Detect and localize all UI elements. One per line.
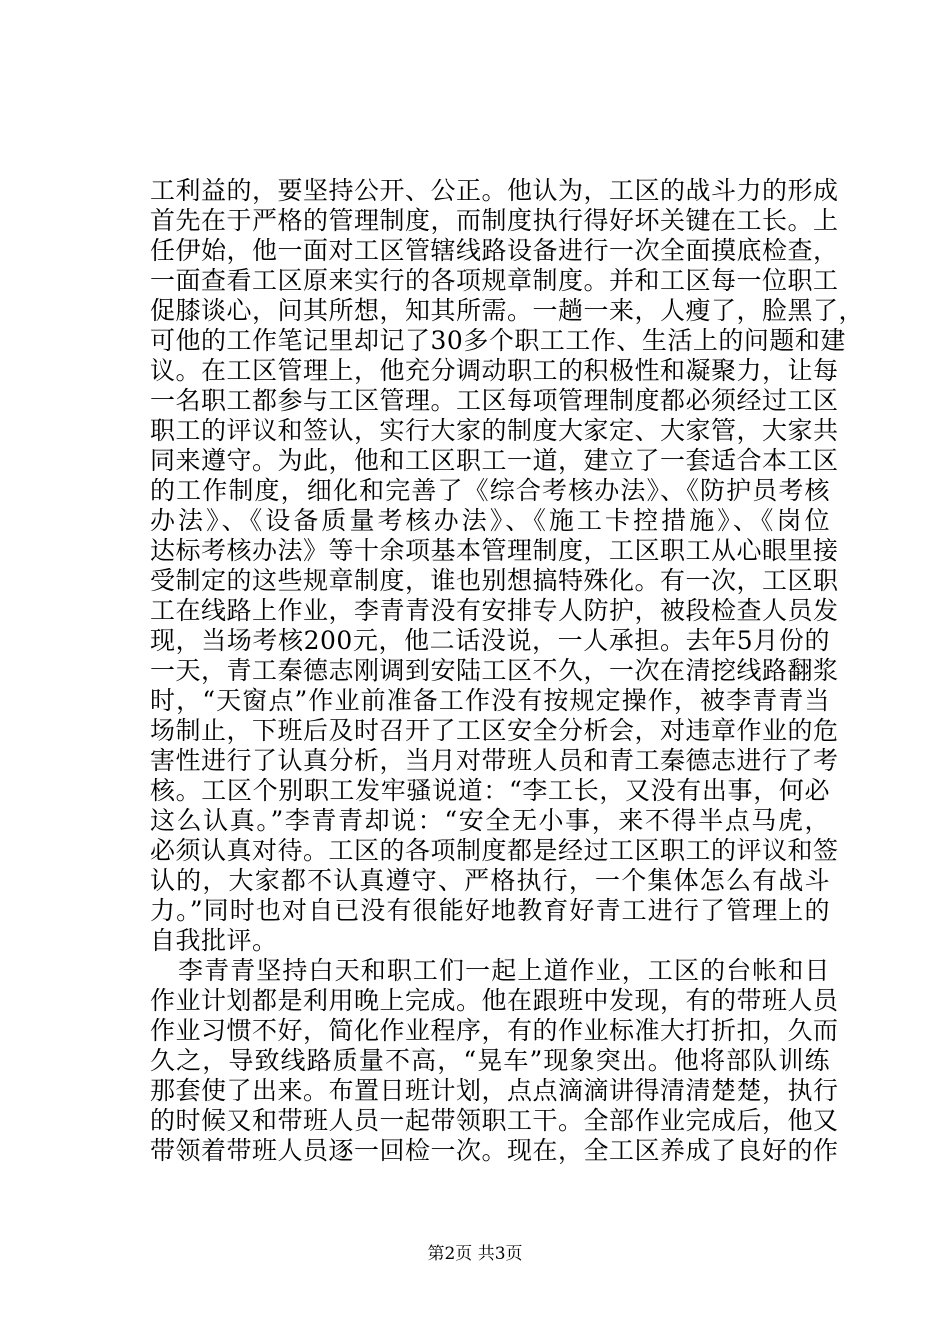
- text-line: 议。在工区管理上，他充分调动职工的积极性和凝聚力，让每: [150, 356, 839, 385]
- text-line: 这么认真。”李青青却说：“安全无小事，来不得半点马虎，: [150, 806, 830, 835]
- text-line: 工利益的，要坚持公开、公正。他认为，工区的战斗力的形成: [150, 176, 839, 205]
- text-line: 职工的评议和签认，实行大家的制度大家定、大家管，大家共: [150, 416, 839, 445]
- text-line: 促膝谈心，问其所想，知其所需。一趟一来，人瘦了，脸黑了，: [150, 296, 865, 325]
- text-line: 认的，大家都不认真遵守、严格执行，一个集体怎么有战斗: [150, 866, 830, 895]
- paragraph-start-line: 李青青坚持白天和职工们一起上道作业，工区的台帐和日: [178, 956, 830, 985]
- text-line: 一名职工都参与工区管理。工区每项管理制度都必须经过工区: [150, 386, 839, 415]
- text-line: 的时候又和带班人员一起带领职工干。全部作业完成后，他又: [150, 1106, 839, 1135]
- text-line: 达标考核办法》等十余项基本管理制度，工区职工从心眼里接: [150, 536, 839, 565]
- text-line: 必须认真对待。工区的各项制度都是经过工区职工的评议和签: [150, 836, 839, 865]
- text-line: 作业习惯不好，简化作业程序，有的作业标准大打折扣，久而: [150, 1016, 839, 1045]
- text-line: 一面查看工区原来实行的各项规章制度。并和工区每一位职工: [150, 266, 839, 295]
- text-line: 首先在于严格的管理制度，而制度执行得好坏关键在工长。上: [150, 206, 839, 235]
- text-line: 可他的工作笔记里却记了30多个职工工作、生活上的问题和建: [150, 326, 846, 355]
- paragraph-end-line: 自我批评。: [150, 926, 278, 955]
- text-line: 时，“天窗点”作业前准备工作没有按规定操作，被李青青当: [150, 686, 830, 715]
- document-body: [150, 176, 865, 1166]
- text-line: 现，当场考核200元，他二话没说，一人承担。去年5月份的: [150, 626, 830, 655]
- text-line: 工在线路上作业，李青青没有安排专人防护，被段检查人员发: [150, 596, 839, 625]
- text-line: 力。”同时也对自已没有很能好地教育好青工进行了管理上的: [150, 896, 830, 925]
- text-line: 受制定的这些规章制度，谁也别想搞特殊化。有一次，工区职: [150, 566, 839, 595]
- text-line: 一天，青工秦德志刚调到安陆工区不久，一次在清挖线路翻浆: [150, 656, 839, 685]
- text-line: 同来遵守。为此，他和工区职工一道，建立了一套适合本工区: [150, 446, 839, 475]
- text-line: 害性进行了认真分析，当月对带班人员和青工秦德志进行了考: [150, 746, 839, 775]
- text-line: 作业计划都是利用晚上完成。他在跟班中发现，有的带班人员: [150, 986, 839, 1015]
- text-line: 场制止，下班后及时召开了工区安全分析会，对违章作业的危: [150, 716, 839, 745]
- text-line: 任伊始，他一面对工区管辖线路设备进行一次全面摸底检查，: [150, 236, 839, 265]
- text-line: 那套使了出来。布置日班计划，点点滴滴讲得清清楚楚，执行: [150, 1076, 839, 1105]
- text-line: 带领着带班人员逐一回检一次。现在，全工区养成了良好的作: [150, 1136, 839, 1165]
- text-line: 久之，导致线路质量不高，“晃车”现象突出。他将部队训练: [150, 1046, 830, 1075]
- text-line: 核。工区个别职工发牢骚说道：“李工长，又没有出事，何必: [150, 776, 830, 805]
- text-line: 办法》、《设备质量考核办法》、《施工卡控措施》、《岗位: [150, 506, 830, 535]
- text-line: 的工作制度，细化和完善了《综合考核办法》、《防护员考核: [150, 476, 830, 505]
- page-number-footer: 第2页 共3页: [427, 1244, 523, 1264]
